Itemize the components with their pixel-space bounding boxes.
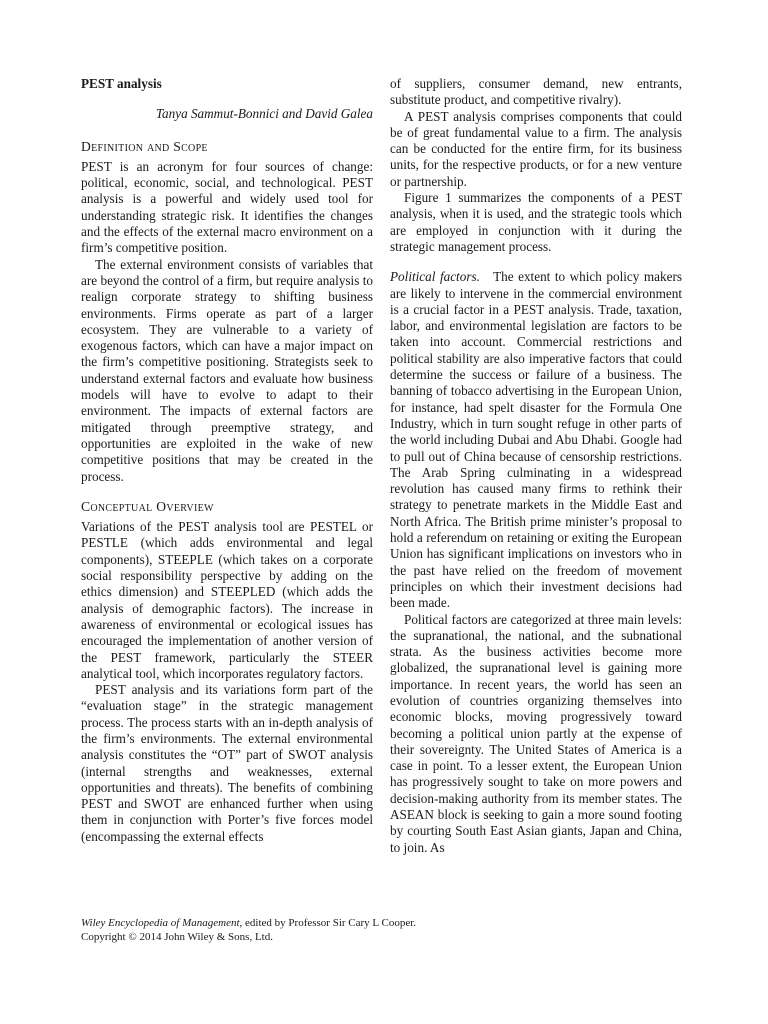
conceptual-paragraph-4: Figure 1 summarizes the components of a PEST analysis, when it is used, and the strategic tools which are employed in conjunction with it during the strategic management process. (390, 190, 682, 254)
left-column (81, 76, 373, 845)
definition-paragraph-2: The external environment consists of variables that are beyond the control of a firm, but require analysis to realign corporate strategy to shifting business environments. Firms operate as part of a larger ecosystem. They are vulnerable to a variety of exogenous factors, which can have a major impact on the firm’s competitive positioning. Strategists seek to understand external factors and evaluate how business models will have to evolve to adapt to their environment. The impacts of external factors are mitigated through preemptive strategy, and opportunities are exploited in the wake of new competitive positions that may be created in the process. (81, 256, 373, 484)
conceptual-paragraph-2-continued: of suppliers, consumer demand, new entrants, substitute product, and competitive rivalry). (390, 76, 682, 108)
article-title: PEST analysis (81, 76, 162, 91)
definition-paragraph-1: PEST is an acronym for four sources of change: political, economic, social, and technological. PEST analysis is a powerful and widely used tool for understanding strategic risk. It identifies the changes and the effects of the external macro environment on a firm’s competitive position. (81, 158, 373, 256)
footer-publication: Wiley Encyclopedia of Management (81, 917, 240, 929)
political-factors-run-in-heading: Political factors. (390, 269, 480, 285)
political-paragraph-1 (390, 269, 682, 611)
section-heading-definition: Definition and Scope (81, 138, 208, 154)
conceptual-paragraph-2: PEST analysis and its variations form part of the “evaluation stage” in the strategic management process. The process starts with an in-depth analysis of the firm’s environments. The external environmental analysis constitutes the “OT” part of SWOT analysis (internal strengths and weaknesses, external opportunities and threats). The benefits of combining PEST and SWOT are enhanced further when using them in conjunction with Porter’s five forces model (encompassing the external effects (81, 682, 373, 844)
right-column (390, 76, 682, 856)
political-paragraph-2: Political factors are categorized at three main levels: the supranational, the national, and the subnational strata. As the business activities become more globalized, the supranational level is gaining more importance. In recent years, the world has seen an evolution of countries organizing themselves into economic blocks, moving progressively toward becoming a political union partly at the expense of their sovereignty. The United States of America is a case in point. To a lesser extent, the European Union has progressively sought to take on more powers and decision-making authority from its member states. The ASEAN block is seeking to gain a more sound footing by courting South East Asian giants, Japan and China, to join. As (390, 611, 682, 855)
footer-editor: , edited by Professor Sir Cary L Cooper. (239, 917, 417, 929)
article-authors: Tanya Sammut-Bonnici and David Galea (155, 106, 373, 122)
political-paragraph-1-text: The extent to which policy makers are likely to intervene in the commercial environment is a crucial factor in a PEST analysis. Trade, taxation, labor, and environmental legislation are factors to be taken into account. Commercial restrictions and political stability are also imperative factors that could determine the success or failure of a business. The banning of tobacco advertising in the European Union, for instance, had spelt disaster for the Formula One Industry, which in turn sought refuge in other parts of the world including Dubai and Abu Dhabi. Google had to pull out of China because of censorship restrictions. The Arab Spring culminating in a widespread revolution has caused many firms to rethink their strategy to penetrate markets in the Middle East and North Africa. The British prime minister’s proposal to hold a referendum on retaining or exiting the European Union has significant implications on investors who in the past have relied on the freedom of movement principles on which their investment decisions had been made. (390, 269, 682, 611)
footer-citation-line (81, 917, 701, 931)
conceptual-paragraph-1: Variations of the PEST analysis tool are PESTEL or PESTLE (which adds environmental and legal components), STEEPLE (which takes on a corporate social responsibility perspective by adding on the ethics dimension) and STEEPLED (which adds the analysis of demographic factors). The increase in awareness of environmental or ecological issues has encouraged the implementation of another version of the PEST framework, particularly the STEER analytical tool, which incorporates regulatory factors. (81, 519, 373, 681)
conceptual-paragraph-3: A PEST analysis comprises components that could be of great fundamental value to a firm. The analysis can be conducted for the entire firm, for its business units, for the respective products, or for a new venture or partnership. (390, 108, 682, 189)
footer-copyright: Copyright © 2014 John Wiley & Sons, Ltd. (81, 930, 273, 943)
page-footer (81, 917, 701, 944)
section-heading-conceptual: Conceptual Overview (81, 498, 214, 514)
